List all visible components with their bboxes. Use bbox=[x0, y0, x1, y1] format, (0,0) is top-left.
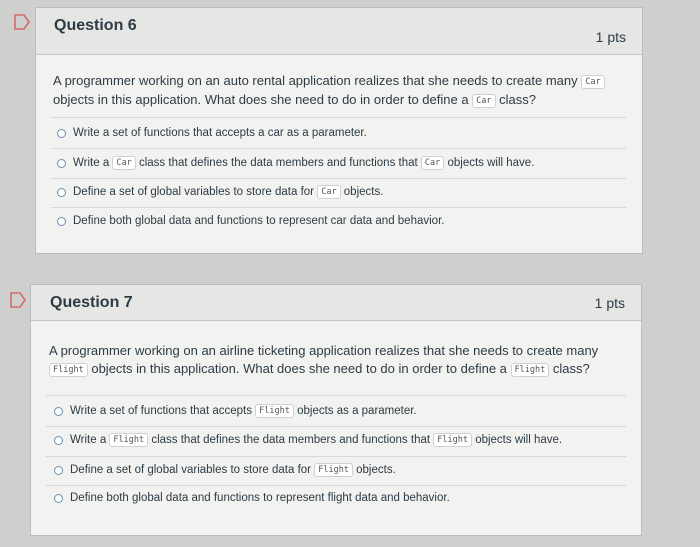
code-token: Flight bbox=[511, 363, 550, 377]
code-token: Car bbox=[581, 75, 604, 89]
answer-text: Write a set of functions that accepts bbox=[70, 405, 252, 417]
radio-button[interactable] bbox=[54, 436, 63, 445]
code-token: Car bbox=[112, 156, 135, 170]
radio-button[interactable] bbox=[57, 129, 66, 138]
answer-text: Write a bbox=[70, 434, 107, 446]
answer-option[interactable] bbox=[54, 404, 417, 418]
question-points: 1 pts bbox=[595, 29, 626, 45]
answer-text: objects. bbox=[343, 186, 384, 198]
radio-button[interactable] bbox=[54, 407, 63, 416]
code-token: Flight bbox=[49, 363, 88, 377]
code-token: Flight bbox=[255, 404, 294, 418]
answer-text: objects will have. bbox=[447, 157, 535, 169]
question-text bbox=[49, 342, 629, 379]
answer-text: Define both global data and functions to represent flight data and behavior. bbox=[70, 492, 450, 504]
code-token: Flight bbox=[109, 433, 148, 447]
answer-text: Define a set of global variables to store data for bbox=[73, 186, 315, 198]
flag-icon[interactable] bbox=[9, 292, 27, 308]
radio-button[interactable] bbox=[57, 188, 66, 197]
radio-button[interactable] bbox=[57, 217, 66, 226]
answer-text: Write a bbox=[73, 157, 110, 169]
question-title: Question 6 bbox=[54, 17, 137, 34]
answer-text: Define both global data and functions to represent car data and behavior. bbox=[73, 215, 445, 227]
flag-icon[interactable] bbox=[13, 14, 31, 30]
answer-text: Define a set of global variables to store data for bbox=[70, 464, 312, 476]
radio-button[interactable] bbox=[54, 466, 63, 475]
question-text-part: objects in this application. What does she need to do in order to define a bbox=[53, 92, 469, 107]
answer-option[interactable] bbox=[57, 156, 534, 170]
question-title: Question 7 bbox=[50, 294, 133, 311]
answer-option[interactable] bbox=[57, 127, 367, 139]
answer-option[interactable] bbox=[57, 185, 383, 199]
code-token: Flight bbox=[433, 433, 472, 447]
code-token: Car bbox=[317, 185, 340, 199]
answer-text: objects as a parameter. bbox=[297, 405, 417, 417]
answer-option[interactable] bbox=[54, 433, 562, 447]
answer-text: objects. bbox=[356, 464, 396, 476]
code-token: Flight bbox=[314, 463, 353, 477]
answer-text: objects will have. bbox=[475, 434, 563, 446]
answer-text: class that defines the data members and functions that bbox=[138, 157, 418, 169]
answer-text: class that defines the data members and functions that bbox=[151, 434, 431, 446]
question-text-part: A programmer working on an airline ticketing application realizes that she needs to create many bbox=[49, 343, 599, 358]
code-token: Car bbox=[472, 94, 495, 108]
radio-button[interactable] bbox=[57, 159, 66, 168]
question-card-6 bbox=[35, 7, 643, 254]
code-token: Car bbox=[421, 156, 444, 170]
answer-text: Write a set of functions that accepts a car as a parameter. bbox=[73, 127, 367, 139]
answer-option[interactable] bbox=[57, 215, 444, 227]
radio-button[interactable] bbox=[54, 494, 63, 503]
answer-option[interactable] bbox=[54, 463, 396, 477]
question-text-part: objects in this application. What does she need to do in order to define a bbox=[91, 361, 507, 376]
question-text bbox=[53, 72, 628, 110]
question-points: 1 pts bbox=[594, 295, 625, 311]
answer-option[interactable] bbox=[54, 492, 450, 504]
question-card-7 bbox=[30, 284, 642, 536]
question-text-part: class? bbox=[552, 361, 590, 376]
question-text-part: class? bbox=[499, 92, 537, 107]
question-text-part: A programmer working on an auto rental application realizes that she needs to create many bbox=[53, 73, 578, 88]
